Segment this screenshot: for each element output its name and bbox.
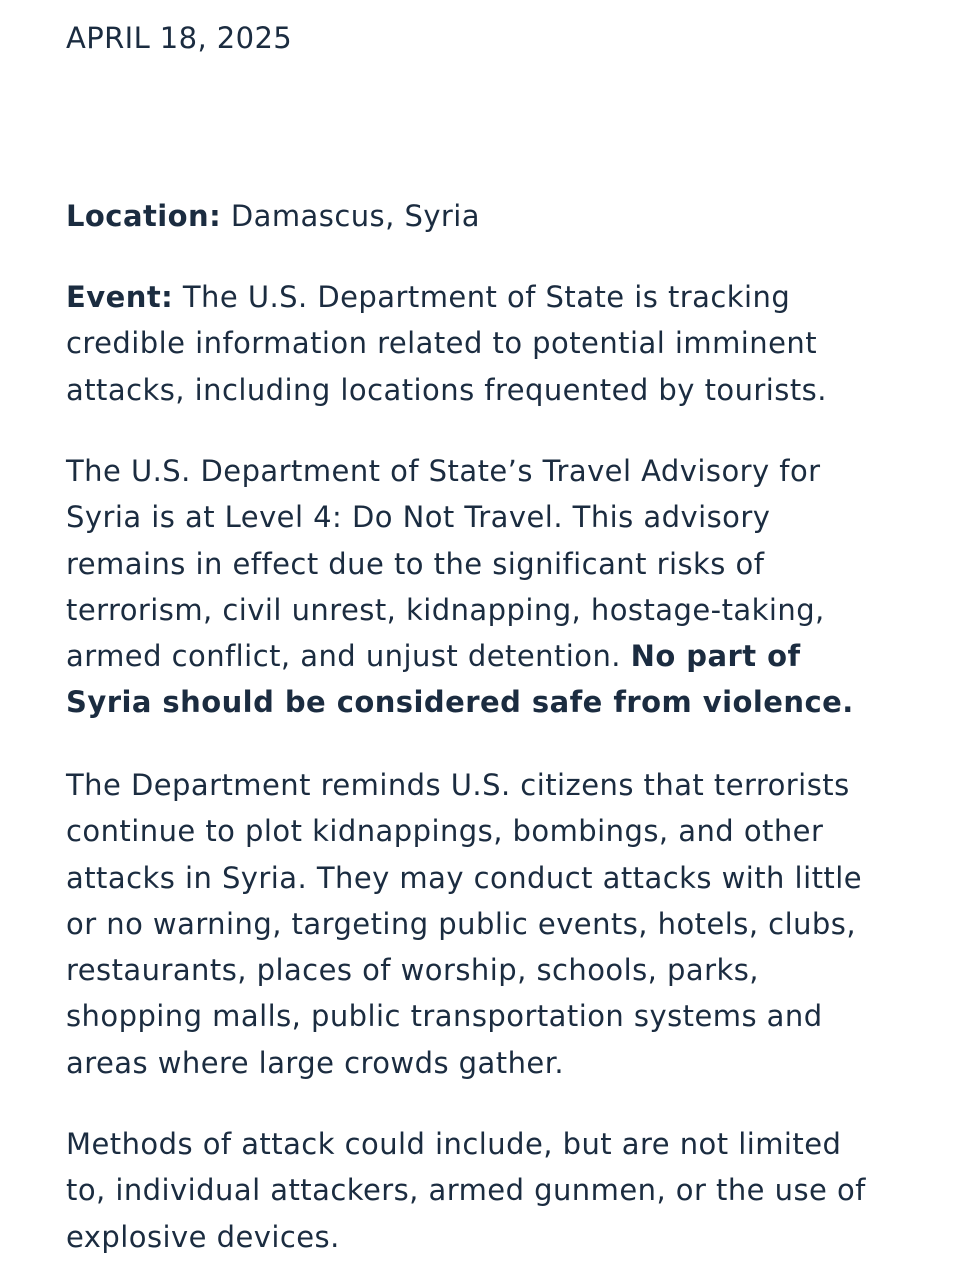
alert-date: APRIL 18, 2025 <box>66 21 293 55</box>
advisory-text-line: The U.S. Department of State’s Travel Advisory for <box>66 454 821 488</box>
location-paragraph <box>66 193 906 239</box>
methods-text-line: explosive devices. <box>66 1219 340 1254</box>
reminder-text-line: continue to plot kidnappings, bombings, and other <box>66 814 824 849</box>
advisory-warning-text: No part of <box>630 639 801 674</box>
event-text-line: The U.S. Department of State is tracking <box>173 280 791 314</box>
reminder-text-line: or no warning, targeting public events, hotels, clubs, <box>66 906 856 941</box>
reminder-text-line: areas where large crowds gather. <box>66 1045 565 1080</box>
reminder-text-line: attacks in Syria. They may conduct attacks with little <box>66 860 863 895</box>
travel-advisory-paragraph <box>66 448 906 726</box>
reminder-text-line: restaurants, places of worship, schools, parks, <box>66 953 759 988</box>
advisory-text-line: armed conflict, and unjust detention. <box>66 639 631 674</box>
advisory-text-line: remains in effect due to the significant risks of <box>66 546 765 581</box>
methods-text-line: Methods of attack could include, but are not limited <box>66 1127 842 1161</box>
attack-methods-paragraph <box>66 1121 906 1260</box>
location-label: Location: <box>66 199 222 233</box>
event-label: Event: <box>66 280 174 314</box>
terrorism-reminder-paragraph <box>66 762 906 1086</box>
reminder-text-line: shopping malls, public transportation systems and <box>66 999 823 1034</box>
advisory-warning-text: Syria should be considered safe from violence. <box>66 685 854 720</box>
advisory-text-line: terrorism, civil unrest, kidnapping, hostage-taking, <box>66 592 825 627</box>
event-paragraph <box>66 274 906 413</box>
event-text-line: credible information related to potential imminent <box>66 326 818 361</box>
location-value: Damascus, Syria <box>221 199 481 233</box>
event-text-line: attacks, including locations frequented by tourists. <box>66 372 827 407</box>
methods-text-line: to, individual attackers, armed gunmen, or the use of <box>66 1173 866 1208</box>
advisory-text-line: Syria is at Level 4: Do Not Travel. This advisory <box>66 500 771 535</box>
reminder-text-line: The Department reminds U.S. citizens that terrorists <box>66 768 850 802</box>
